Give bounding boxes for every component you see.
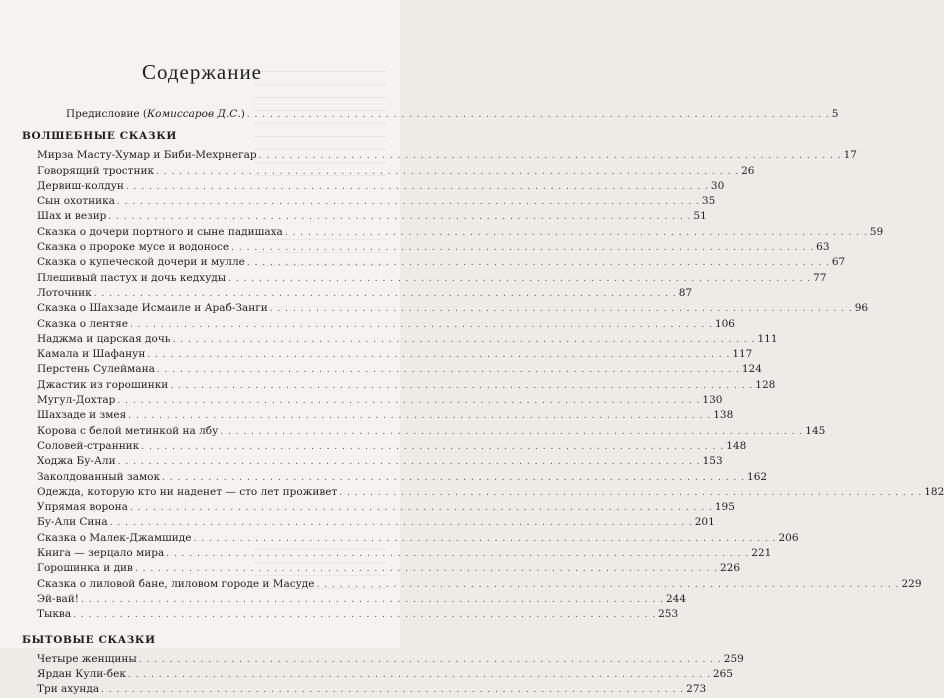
toc-entry[interactable] bbox=[22, 225, 884, 240]
toc-entry[interactable] bbox=[22, 393, 723, 408]
toc-entry-title: Одежда, которую кто ни наденет — сто лет проживет bbox=[37, 485, 338, 498]
toc-entry-page: 195 bbox=[714, 501, 735, 514]
leader-dots bbox=[130, 501, 713, 516]
toc-entry-title: Горошинка и див bbox=[37, 562, 133, 575]
toc-entry[interactable] bbox=[22, 515, 715, 530]
leader-dots bbox=[128, 409, 711, 424]
preface-author: Комиссаров Д.С. bbox=[147, 108, 241, 120]
leader-dots bbox=[157, 363, 740, 378]
toc-entry[interactable] bbox=[22, 485, 944, 500]
toc-entry-title: Дервиш-колдун bbox=[37, 179, 124, 192]
page-title: Содержание bbox=[141, 60, 263, 84]
toc-entry[interactable] bbox=[22, 652, 744, 667]
toc-entry-title: Сын охотника bbox=[37, 195, 115, 208]
toc-entry-page: 96 bbox=[854, 302, 869, 315]
leader-dots bbox=[247, 256, 830, 271]
toc-entry-title: Сказка о купеческой дочери и мулле bbox=[37, 256, 245, 269]
toc-entry-page: 182 bbox=[924, 485, 944, 498]
toc-entry-title: Говорящий тростник bbox=[37, 164, 155, 177]
toc-entry[interactable] bbox=[22, 271, 827, 286]
toc-entry-title: Тыква bbox=[37, 608, 72, 621]
leader-dots bbox=[259, 149, 842, 164]
toc-entry[interactable] bbox=[22, 148, 857, 163]
toc-entry[interactable] bbox=[22, 500, 735, 515]
leader-dots bbox=[94, 287, 677, 302]
leader-dots bbox=[73, 608, 656, 623]
toc-entry-page: 17 bbox=[843, 149, 857, 162]
toc-entry[interactable] bbox=[22, 317, 735, 332]
section-heading-everyday-tales: БЫТОВЫЕ СКАЗКИ bbox=[22, 633, 156, 646]
toc-entry-title: Три ахунда bbox=[37, 683, 100, 696]
toc-entry-page: 128 bbox=[755, 378, 776, 391]
toc-entry[interactable] bbox=[22, 577, 922, 592]
toc-entry-title: Сказка о дочери портного и сыне падишаха bbox=[37, 225, 283, 238]
leader-dots bbox=[193, 532, 776, 547]
toc-entry[interactable] bbox=[22, 378, 776, 393]
leader-dots bbox=[135, 562, 718, 577]
section-list-magic-tales bbox=[22, 148, 944, 622]
leader-dots bbox=[156, 165, 739, 180]
leader-dots bbox=[110, 516, 693, 531]
leader-dots bbox=[108, 210, 691, 225]
leader-dots bbox=[228, 272, 811, 287]
toc-entry-title: Корова с белой метинкой на лбу bbox=[37, 424, 219, 437]
toc-entry[interactable] bbox=[22, 682, 707, 697]
toc-entry-page: 273 bbox=[686, 683, 707, 696]
leader-dots bbox=[118, 455, 701, 470]
toc-entry-title: Книга — зерцало мира bbox=[37, 547, 165, 560]
toc-entry-title: Сказка о лентяе bbox=[37, 317, 128, 330]
toc-entry-title: Эй-вай! bbox=[37, 592, 79, 605]
leader-dots bbox=[126, 180, 709, 195]
toc-entry[interactable] bbox=[22, 255, 846, 270]
toc-entry-page: 124 bbox=[741, 363, 762, 376]
toc-entry[interactable] bbox=[22, 332, 778, 347]
leader-dots bbox=[81, 593, 664, 608]
toc-entry-page: 35 bbox=[701, 195, 716, 208]
toc-entry[interactable] bbox=[22, 209, 707, 224]
toc-entry[interactable] bbox=[22, 561, 740, 576]
toc-entry-page: 221 bbox=[751, 547, 772, 560]
leader-dots bbox=[162, 471, 745, 486]
toc-entry-page: 259 bbox=[723, 652, 744, 665]
toc-entry-title: Наджма и царская дочь bbox=[37, 332, 171, 345]
toc-entry-title: Сказка о пророке мусе и водоносе bbox=[37, 241, 230, 254]
toc-entry-page: 30 bbox=[710, 179, 725, 192]
toc-entry[interactable] bbox=[22, 240, 830, 255]
toc-entry-page: 59 bbox=[869, 225, 884, 238]
toc-entry-page: 130 bbox=[702, 394, 723, 407]
toc-entry-title: Перстень Сулеймана bbox=[37, 363, 155, 376]
leader-dots bbox=[128, 668, 711, 683]
toc-entry[interactable] bbox=[22, 347, 753, 362]
toc-entry-title: Плешивый пастух и дочь кедхуды bbox=[37, 271, 227, 284]
toc-entry-preface[interactable] bbox=[22, 107, 839, 122]
toc-entry-page: 77 bbox=[813, 271, 827, 284]
toc-entry-page: 138 bbox=[713, 409, 734, 422]
toc-entry[interactable] bbox=[22, 408, 734, 423]
toc-entry-page: 5 bbox=[831, 108, 839, 120]
toc-entry-title: Шах и везир bbox=[37, 210, 107, 223]
toc-entry[interactable] bbox=[22, 301, 869, 316]
toc-entry[interactable] bbox=[22, 424, 826, 439]
leader-dots bbox=[101, 683, 684, 698]
toc-entry-title: Бу-Али Сина bbox=[37, 516, 108, 529]
leader-dots bbox=[173, 333, 756, 348]
toc-entry-page: 111 bbox=[757, 332, 778, 345]
toc-entry-title: Сказка о лиловой бане, лиловом городе и Масуде bbox=[37, 577, 315, 590]
toc-entry-page: 226 bbox=[719, 562, 740, 575]
toc-entry-page: 153 bbox=[702, 455, 723, 468]
toc-entry[interactable] bbox=[22, 179, 725, 194]
toc-entry-page: 148 bbox=[726, 439, 747, 452]
table-of-contents bbox=[22, 60, 944, 697]
leader-dots bbox=[130, 318, 713, 333]
toc-entry[interactable] bbox=[22, 194, 716, 209]
toc-entry-page: 117 bbox=[732, 348, 753, 361]
toc-entry-page: 106 bbox=[714, 317, 735, 330]
toc-entry-title: Соловей-странник bbox=[37, 439, 140, 452]
toc-entry[interactable] bbox=[22, 286, 693, 301]
toc-entry-title: Джастик из горошинки bbox=[37, 378, 169, 391]
leader-dots bbox=[316, 578, 899, 593]
toc-entry-title: Мугул-Дохтар bbox=[37, 394, 116, 407]
leader-dots bbox=[247, 108, 830, 123]
toc-entry[interactable] bbox=[22, 546, 772, 561]
toc-entry-title: Ярдан Кули-бек bbox=[37, 667, 126, 680]
leader-dots bbox=[231, 241, 814, 256]
toc-entry[interactable] bbox=[22, 362, 762, 377]
toc-entry-title: Шахзаде и змея bbox=[37, 409, 127, 422]
toc-entry[interactable] bbox=[22, 470, 768, 485]
toc-entry-title: Предисловие (Комиссаров Д.С.) bbox=[66, 108, 245, 120]
toc-entry-page: 26 bbox=[741, 164, 755, 177]
toc-entry-title: Камала и Шафанун bbox=[37, 348, 146, 361]
toc-entry-page: 206 bbox=[778, 531, 799, 544]
toc-entry[interactable] bbox=[22, 607, 679, 622]
toc-entry[interactable] bbox=[22, 667, 733, 682]
toc-entry-page: 63 bbox=[816, 241, 830, 254]
leader-dots bbox=[285, 226, 868, 241]
toc-entry-page: 201 bbox=[694, 516, 715, 529]
leader-dots bbox=[166, 547, 749, 562]
toc-entry-title: Заколдованный замок bbox=[37, 470, 161, 483]
toc-entry-title: Мирза Масту-Хумар и Биби-Мехрнегар bbox=[37, 149, 257, 162]
toc-entry-page: 253 bbox=[658, 608, 679, 621]
toc-entry-page: 244 bbox=[665, 592, 687, 605]
section-list-everyday-tales bbox=[22, 652, 744, 698]
toc-entry-title: Ходжа Бу-Али bbox=[37, 455, 116, 468]
toc-entry-title: Упрямая ворона bbox=[37, 501, 128, 514]
leader-dots bbox=[270, 302, 853, 317]
leader-dots bbox=[117, 394, 700, 409]
toc-entry-page: 162 bbox=[747, 470, 768, 483]
toc-entry-page: 67 bbox=[831, 256, 846, 269]
toc-entry-title: Лоточник bbox=[37, 286, 92, 299]
leader-dots bbox=[220, 425, 803, 440]
leader-dots bbox=[141, 440, 724, 455]
leader-dots bbox=[339, 486, 922, 501]
section-heading-magic-tales: ВОЛШЕБНЫЕ СКАЗКИ bbox=[22, 130, 177, 143]
toc-entry-page: 265 bbox=[712, 667, 733, 680]
toc-entry[interactable] bbox=[22, 164, 755, 179]
leader-dots bbox=[117, 195, 700, 210]
toc-entry[interactable] bbox=[22, 439, 747, 454]
toc-entry-page: 145 bbox=[805, 424, 826, 437]
leader-dots bbox=[170, 379, 753, 394]
toc-entry[interactable] bbox=[22, 531, 799, 546]
toc-entry-title: Четыре женщины bbox=[37, 652, 137, 665]
toc-entry[interactable] bbox=[22, 454, 723, 469]
toc-entry-title: Сказка о Малек-Джамшиде bbox=[37, 531, 192, 544]
toc-entry-page: 87 bbox=[678, 286, 693, 299]
toc-entry-title: Сказка о Шахзаде Исмаиле и Араб-Занги bbox=[37, 302, 268, 315]
leader-dots bbox=[139, 653, 722, 668]
leader-dots bbox=[147, 348, 730, 363]
toc-entry[interactable] bbox=[22, 592, 687, 607]
toc-entry-page: 51 bbox=[693, 210, 707, 223]
toc-entry-page: 229 bbox=[901, 577, 922, 590]
